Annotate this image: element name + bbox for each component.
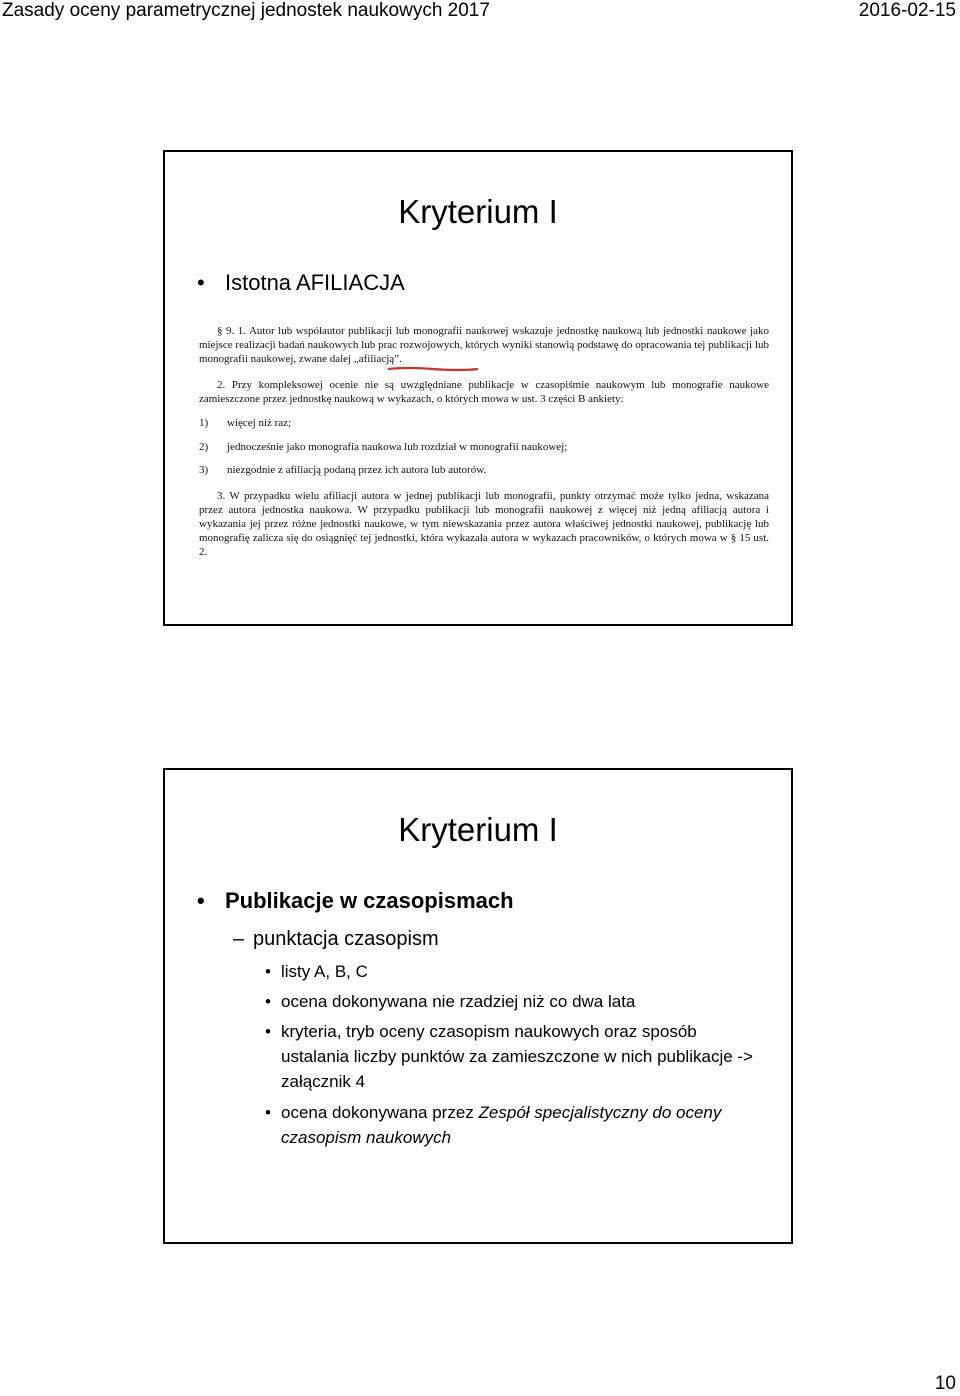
list-number: 2): [199, 441, 209, 453]
slide-title: Kryterium I: [398, 811, 558, 848]
bullet-icon: •: [197, 888, 205, 913]
legal-text: 2. Przy kompleksowej ocenie nie są uwzględniane publikacje w czasopiśmie naukowym lub monografie naukowe zamieszczone przez jednostkę naukową w wykazach, o których mowa w ust. 3 części B ankiety:: [199, 379, 769, 405]
list-item-text: kryteria, tryb oceny czasopism naukowych oraz sposób ustalania liczby punktów za zamieszczone w nich publikacje -> załącznik 4: [281, 1022, 753, 1091]
list-text: jednocześnie jako monografia naukowa lub rozdział w monografii naukowej;: [227, 441, 568, 453]
list-item-text: ocena dokonywana nie rzadziej niż co dwa lata: [281, 992, 636, 1011]
list-item-prefix: ocena dokonywana przez: [281, 1103, 479, 1122]
page-number: 10: [934, 1373, 956, 1394]
legal-text: § 9. 1. Autor lub współautor publikacji lub monografii naukowej wskazuje jednostkę naukową lub jednostki naukowe jako miejsce realizacji badań naukowych lub prac rozwojowych, których wyniki stanowią podstawę do opracowania tej publikacji lub monografii naukowej, zwane dalej „afiliacją”.: [199, 325, 769, 365]
bullet-icon: •: [265, 1103, 271, 1122]
legal-paragraph-1: [199, 324, 769, 366]
slide-2: [163, 768, 793, 1244]
list-item-italic: Zespół specjalistyczny do oceny czasopism naukowych: [281, 1103, 722, 1147]
bullet-icon: •: [265, 1022, 271, 1041]
dash-icon: –: [233, 928, 245, 950]
bullet-icon: •: [197, 270, 205, 295]
bullet-text: Istotna AFILIACJA: [225, 270, 405, 295]
list-item-text: listy A, B, C: [281, 962, 368, 981]
bullet-icon: •: [265, 992, 271, 1011]
slide-1: [163, 150, 793, 626]
legal-paragraph-2: [199, 378, 769, 406]
legal-text: 3. W przypadku wielu afiliacji autora w jednej publikacji lub monografii, punkty otrzymać może tylko jedna, wskazana przez autora jednostka naukowa. W przypadku publikacji lub monografii naukowej z więcej niż jedną afiliacją autora i wykazania jej przez różne jednostki naukowe, w tym niewskazania przez autora właściwej jednostki naukowej, publikację lub monografię zalicza się do osiągnięć tej jednostki, która wykazała autora w wykazach pracowników, o których mowa w § 15 ust. 2.: [199, 490, 769, 558]
slide-title: Kryterium I: [398, 193, 558, 230]
legal-paragraph-3: [199, 489, 769, 559]
list-item-text: [281, 1100, 761, 1150]
list-text: więcej niż raz;: [227, 417, 292, 429]
sub-bullet-text: punktacja czasopism: [253, 928, 439, 950]
bullet-icon: •: [265, 962, 271, 981]
red-underline-mark: [387, 366, 479, 372]
list-text: niezgodnie z afiliacją podaną przez ich autora lub autorów.: [227, 464, 487, 476]
document-header-date: 2016-02-15: [858, 0, 956, 21]
bullet-text: Publikacje w czasopismach: [225, 888, 514, 913]
list-number: 1): [199, 417, 209, 429]
list-number: 3): [199, 464, 209, 476]
document-header-title: Zasady oceny parametrycznej jednostek naukowych 2017: [2, 0, 490, 21]
